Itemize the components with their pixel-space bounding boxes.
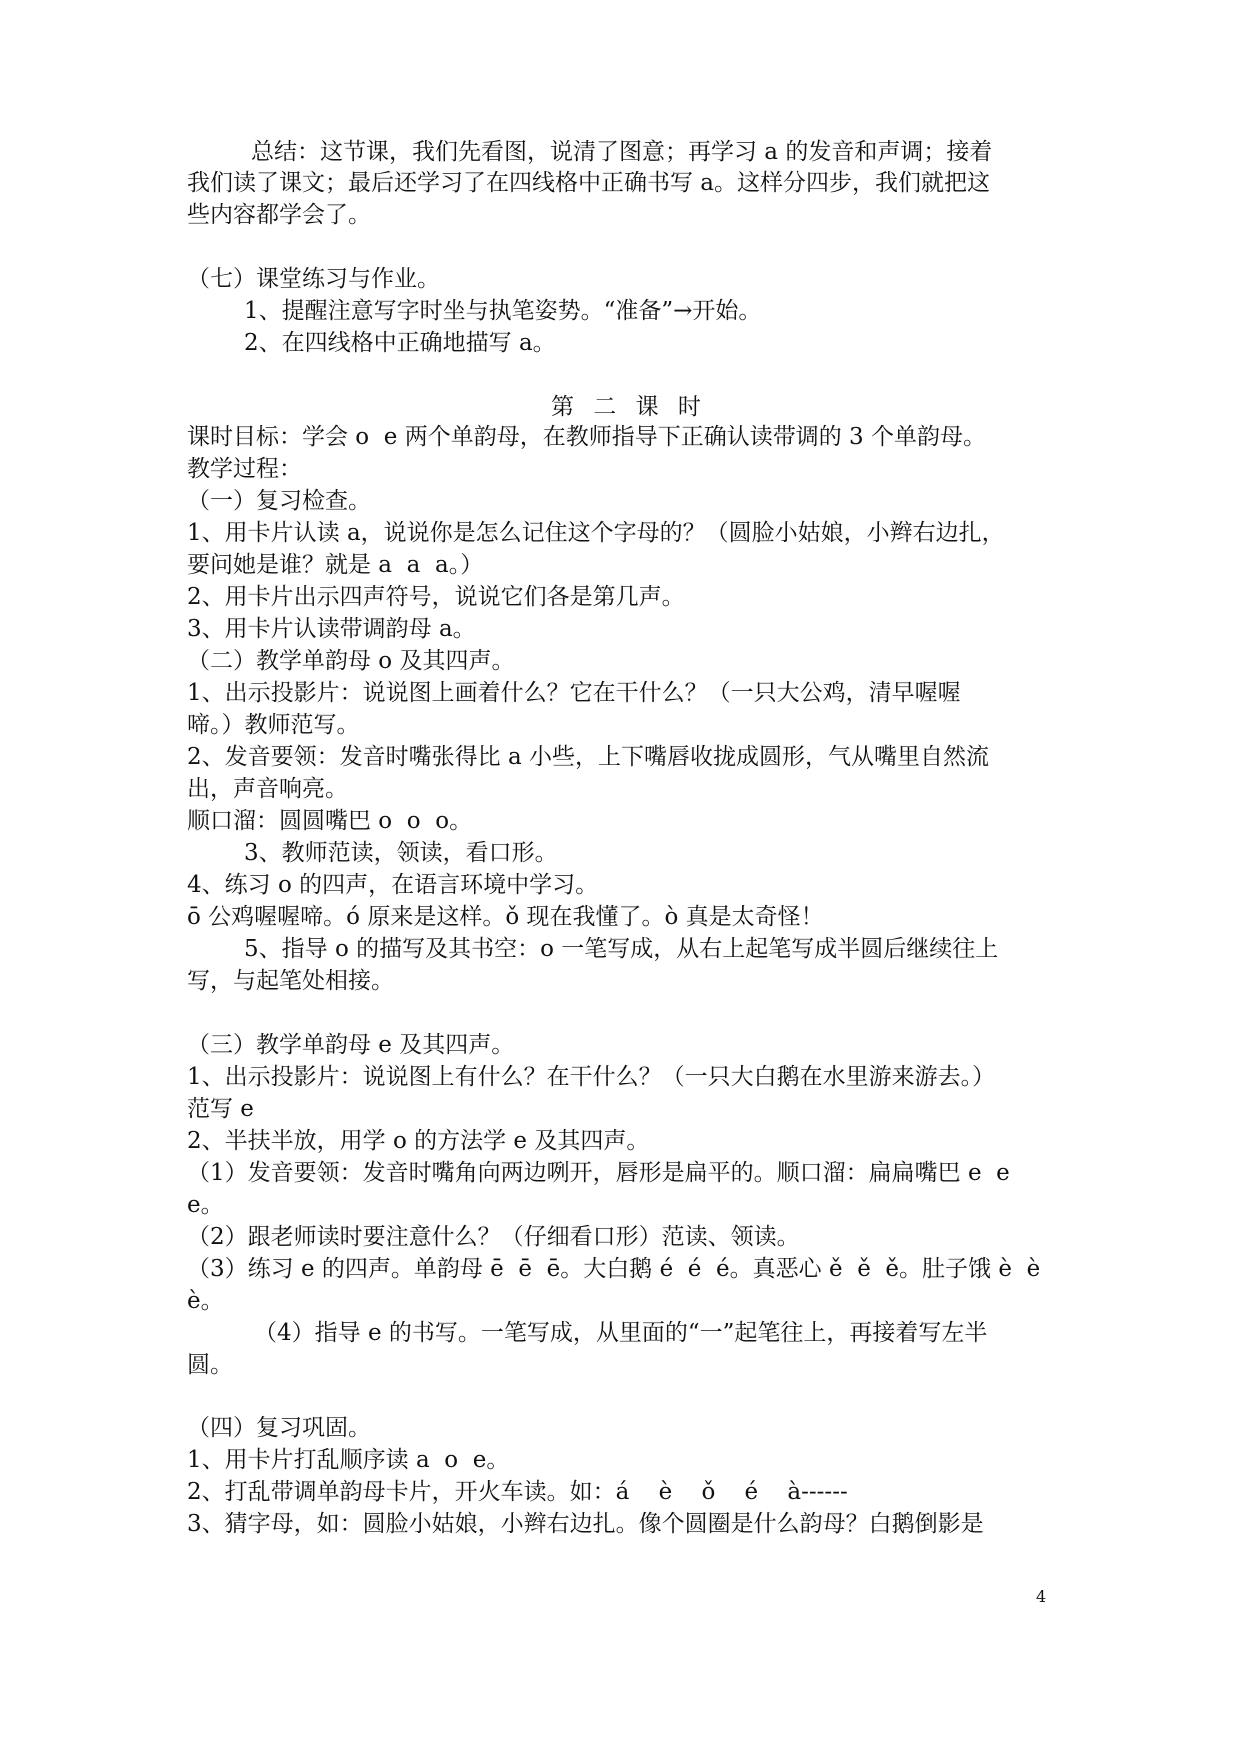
part2-line-8: ō 公鸡喔喔啼。ó 原来是这样。ǒ 现在我懂了。ò 真是太奇怪！ bbox=[187, 904, 824, 930]
part4-heading: （四）复习巩固。 bbox=[187, 1415, 371, 1441]
lesson2-process: 教学过程： bbox=[187, 456, 302, 482]
part4-line-1: 1、用卡片打乱顺序读 a o e。 bbox=[187, 1447, 510, 1473]
part2-line-4: 出，声音响亮。 bbox=[187, 776, 348, 802]
part3-line-9: （4）指导 e 的书写。一笔写成，从里面的“一”起笔往上，再接着写左半 bbox=[254, 1320, 988, 1346]
part4-line-3: 3、猜字母，如：圆脸小姑娘，小辫右边扎。像个圆圈是什么韵母？白鹅倒影是 bbox=[187, 1511, 984, 1537]
part2-line-2: 啼。）教师范写。 bbox=[187, 712, 360, 738]
lesson2-title: 第 二 课 时 bbox=[551, 394, 707, 420]
part2-heading: （二）教学单韵母 o 及其四声。 bbox=[187, 648, 515, 674]
part3-line-6: （2）跟老师读时要注意什么？（仔细看口形）范读、领读。 bbox=[187, 1224, 800, 1250]
lesson2-goal: 课时目标：学会 o e 两个单韵母，在教师指导下正确认读带调的 3 个单韵母。 bbox=[187, 424, 986, 450]
part2-line-5: 顺口溜：圆圆嘴巴 o o o。 bbox=[187, 808, 473, 834]
part1-line-4: 3、用卡片认读带调韵母 a。 bbox=[187, 616, 476, 642]
page-number: 4 bbox=[1036, 1587, 1047, 1606]
part2-line-6: 3、教师范读，领读，看口形。 bbox=[244, 840, 558, 866]
part3-line-1: 1、出示投影片：说说图上有什么？在干什么？（一只大白鹅在水里游来游去。） bbox=[187, 1064, 996, 1090]
part2-line-7: 4、练习 o 的四声，在语言环境中学习。 bbox=[187, 872, 599, 898]
part3-heading: （三）教学单韵母 e 及其四声。 bbox=[187, 1032, 515, 1058]
part1-line-1: 1、用卡片认读 a，说说你是怎么记住这个字母的？（圆脸小姑娘，小辫右边扎， bbox=[187, 520, 1005, 546]
part3-line-5: e。 bbox=[187, 1192, 224, 1218]
part3-line-4: （1）发音要领：发音时嘴角向两边咧开，唇形是扁平的。顺口溜：扁扁嘴巴 e e bbox=[187, 1160, 1010, 1186]
summary-line-1: 总结：这节课，我们先看图，说清了图意；再学习 a 的发音和声调；接着 bbox=[251, 139, 993, 165]
part3-line-8: è。 bbox=[187, 1288, 224, 1314]
summary-line-2: 我们读了课文；最后还学习了在四线格中正确书写 a。这样分四步，我们就把这 bbox=[187, 170, 991, 196]
section7-item-2: 2、在四线格中正确地描写 a。 bbox=[244, 330, 556, 356]
part4-line-2: 2、打乱带调单韵母卡片，开火车读。如：á è ǒ é à------ bbox=[187, 1479, 848, 1505]
summary-line-3: 些内容都学会了。 bbox=[187, 202, 371, 228]
part1-line-2: 要问她是谁？就是 a a a。） bbox=[187, 552, 484, 578]
part3-line-10: 圆。 bbox=[187, 1352, 233, 1378]
section7-item-1: 1、提醒注意写字时坐与执笔姿势。“准备”→开始。 bbox=[244, 298, 762, 324]
part2-line-10: 写，与起笔处相接。 bbox=[187, 968, 394, 994]
part2-line-9: 5、指导 o 的描写及其书空：o 一笔写成，从右上起笔写成半圆后继续往上 bbox=[244, 936, 999, 962]
part1-heading: （一）复习检查。 bbox=[187, 488, 371, 514]
part1-line-3: 2、用卡片出示四声符号，说说它们各是第几声。 bbox=[187, 584, 685, 610]
section7-heading: （七）课堂练习与作业。 bbox=[187, 266, 440, 292]
part2-line-1: 1、出示投影片：说说图上画着什么？它在干什么？（一只大公鸡，清早喔喔 bbox=[187, 680, 961, 706]
part2-line-3: 2、发音要领：发音时嘴张得比 a 小些，上下嘴唇收拢成圆形，气从嘴里自然流 bbox=[187, 744, 989, 770]
part3-line-2: 范写 e bbox=[187, 1096, 254, 1122]
part3-line-3: 2、半扶半放，用学 o 的方法学 e 及其四声。 bbox=[187, 1128, 650, 1154]
part3-line-7: （3）练习 e 的四声。单韵母 ē ē ē。大白鹅 é é é。真恶心 ě ě ě。肚子饿 è è bbox=[187, 1256, 1041, 1282]
